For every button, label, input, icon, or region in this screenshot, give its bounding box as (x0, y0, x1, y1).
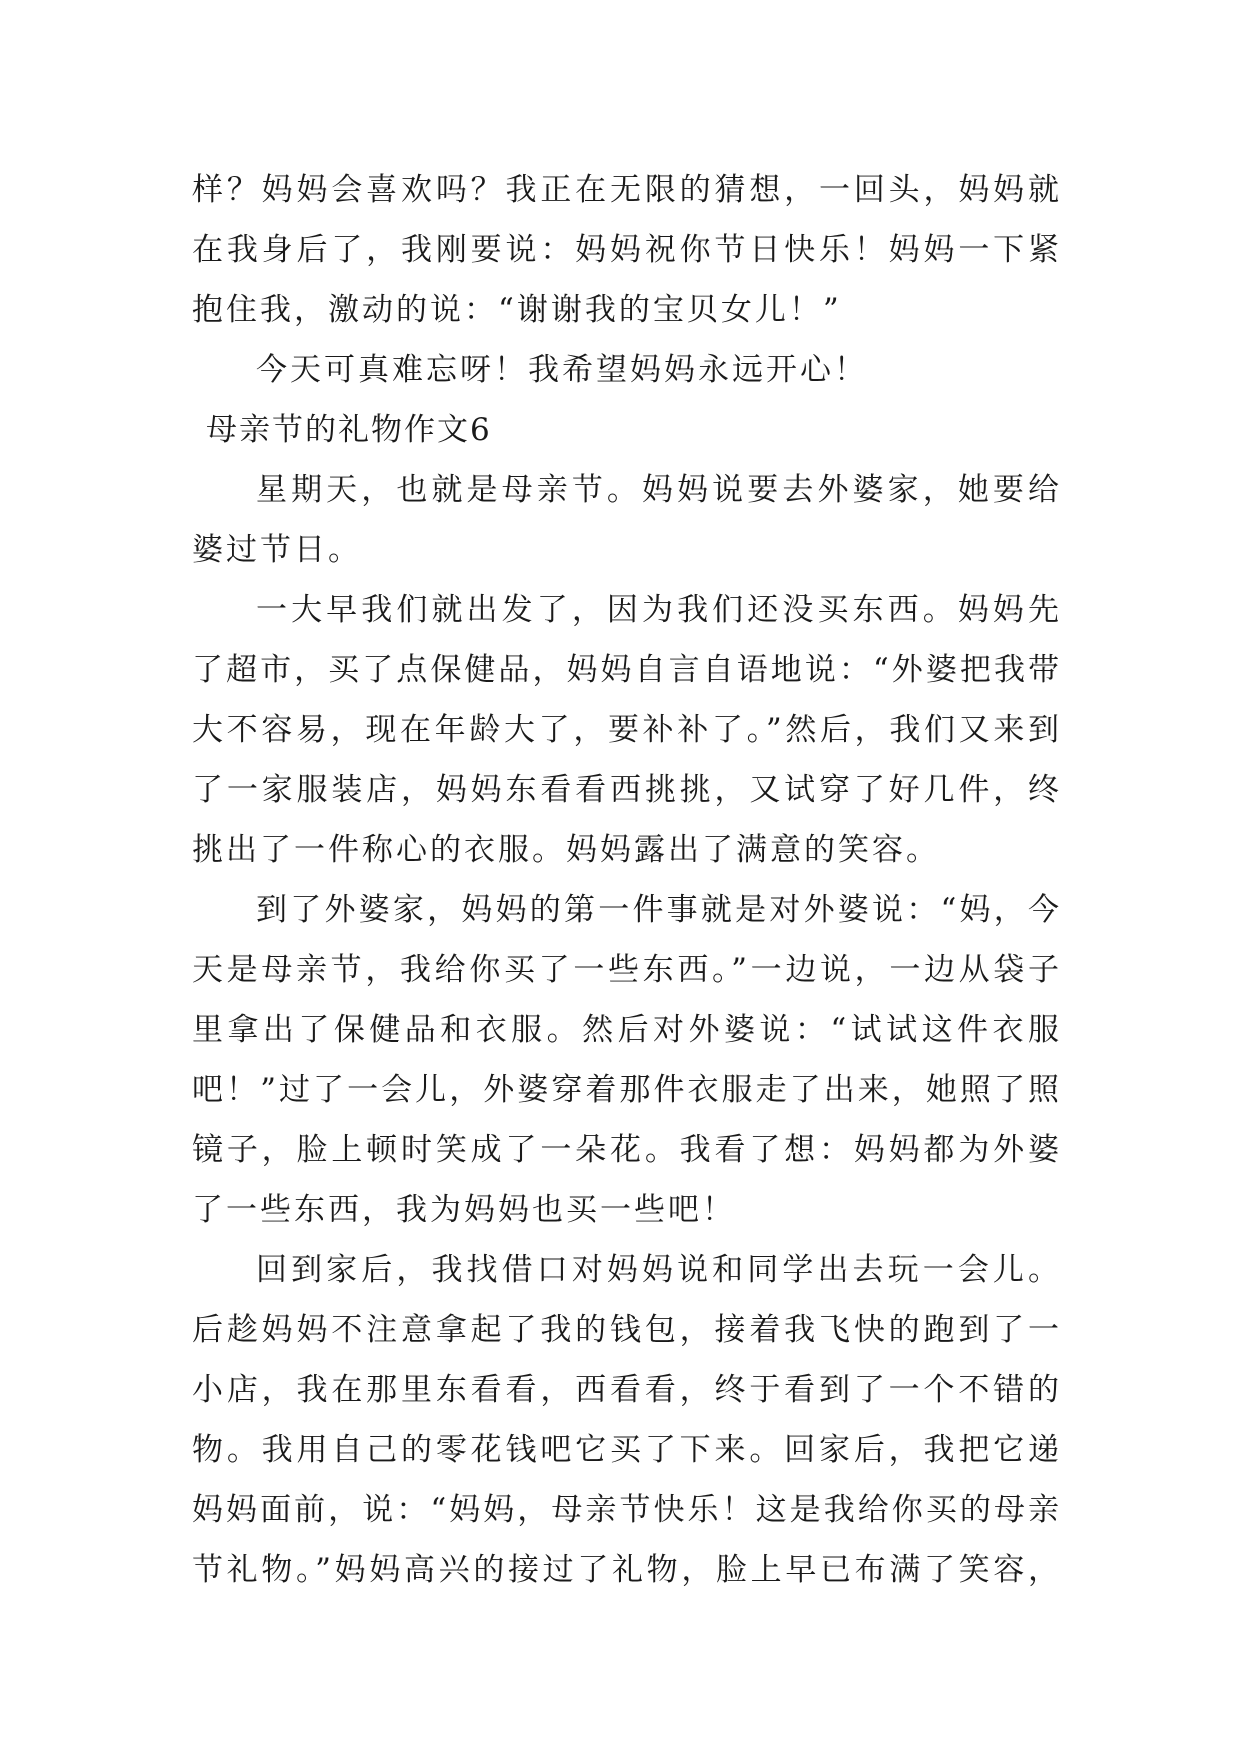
paragraph-first-line: 到了外婆家，妈妈的第一件事就是对外婆说：“妈，今 (256, 892, 1062, 928)
text-line: 了一家服装店，妈妈东看看西挑挑，又试穿了好几件，终 (192, 772, 1062, 808)
text-line: 挑出了一件称心的衣服。妈妈露出了满意的笑容。 (192, 832, 940, 868)
text-line: 妈妈面前，说：“妈妈，母亲节快乐！这是我给你买的母亲 (192, 1492, 1062, 1528)
text-line: 吧！”过了一会儿，外婆穿着那件衣服走了出来，她照了照 (192, 1072, 1062, 1108)
text-line: 镜子，脸上顿时笑成了一朵花。我看了想：妈妈都为外婆 (192, 1132, 1062, 1168)
paragraph-first-line: 一大早我们就出发了，因为我们还没买东西。妈妈先 (256, 592, 1062, 628)
text-line: 在我身后了，我刚要说：妈妈祝你节日快乐！妈妈一下紧 (192, 232, 1062, 268)
text-line: 天是母亲节，我给你买了一些东西。”一边说，一边从袋子 (192, 952, 1062, 988)
text-line: 里拿出了保健品和衣服。然后对外婆说：“试试这件衣服 (192, 1012, 1062, 1048)
paragraph-first-line: 今天可真难忘呀！我希望妈妈永远开心！ (256, 352, 868, 388)
text-line: 婆过节日。 (192, 532, 362, 568)
text-line: 小店，我在那里东看看，西看看，终于看到了一个不错的 (192, 1372, 1062, 1408)
text-line: 后趁妈妈不注意拿起了我的钱包，接着我飞快的跑到了一 (192, 1312, 1062, 1348)
section-title: 母亲节的礼物作文6 (206, 412, 492, 448)
text-line: 样？妈妈会喜欢吗？我正在无限的猜想，一回头，妈妈就 (192, 172, 1062, 208)
text-line: 了超市，买了点保健品，妈妈自言自语地说：“外婆把我带 (192, 652, 1062, 688)
text-line: 大不容易，现在年龄大了，要补补了。”然后，我们又来到 (192, 712, 1062, 748)
essay-body (192, 160, 1062, 1600)
text-line: 抱住我，激动的说：“谢谢我的宝贝女儿！” (192, 292, 842, 328)
text-line: 了一些东西，我为妈妈也买一些吧！ (192, 1192, 736, 1228)
paragraph-first-line: 星期天，也就是母亲节。妈妈说要去外婆家，她要给 (256, 472, 1062, 508)
paragraph-first-line: 回到家后，我找借口对妈妈说和同学出去玩一会儿。 (256, 1252, 1062, 1288)
text-line: 节礼物。”妈妈高兴的接过了礼物，脸上早已布满了笑容， (192, 1552, 1062, 1588)
text-line: 物。我用自己的零花钱吧它买了下来。回家后，我把它递 (192, 1432, 1062, 1468)
